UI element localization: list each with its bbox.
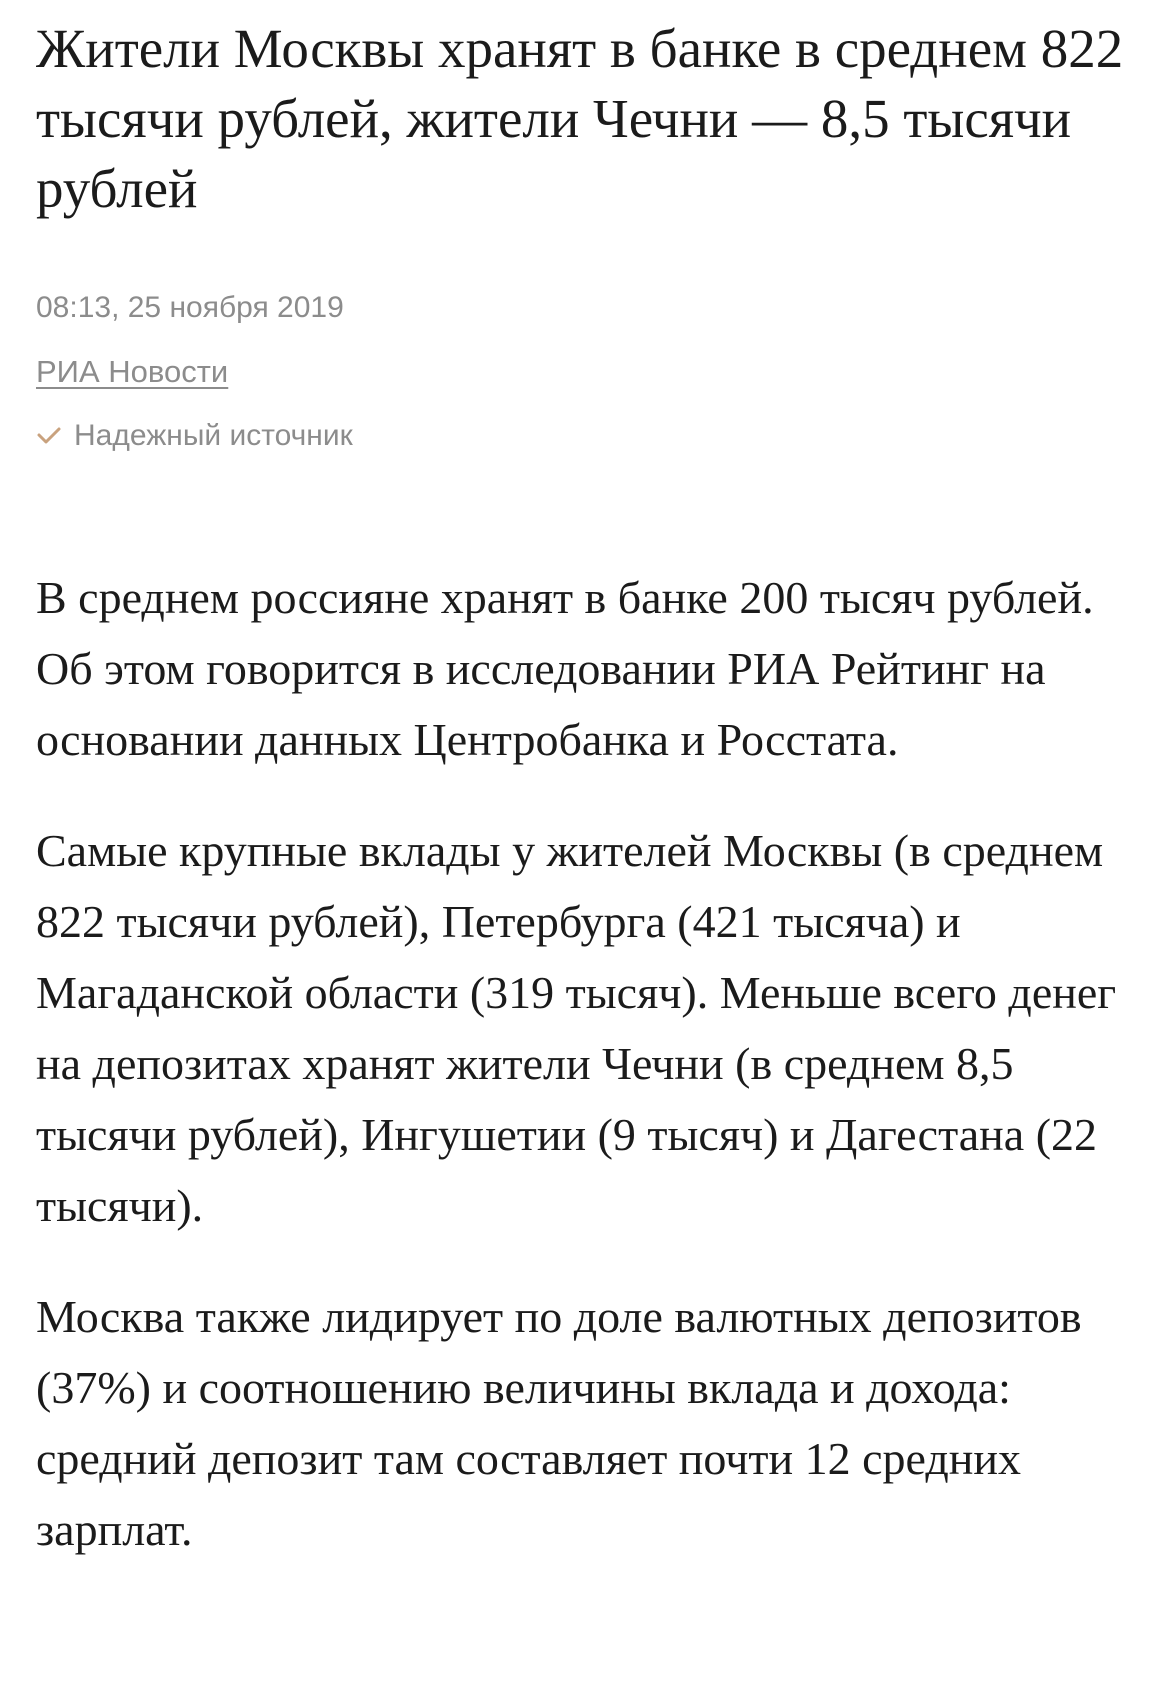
paragraph: Самые крупные вклады у жителей Москвы (в среднем 822 тысячи рублей), Петербурга (421 тысяча) и Магаданской области (319 тысяч). Меньше всего денег на депозитах хранят жители Чечни (в среднем 8,5 тысячи рублей), Ингушетии (9 тысяч) и Дагестана (22 тысячи). [36,825,1117,1231]
source-link[interactable]: РИА Новости [36,354,229,389]
trusted-source-label: Надежный источник [74,419,353,452]
article-title: Жители Москвы хранят в банке в среднем 822 тысячи рублей, жители Чечни — 8,5 тысячи рублей [36,18,1124,219]
article [36,14,1146,1605]
trusted-source-badge [36,418,1146,454]
article-body [36,562,1146,1565]
paragraph: Москва также лидирует по доле валютных депозитов (37%) и соотношению величины вклада и дохода: средний депозит там составляет почти 12 средних зарплат. [36,1291,1082,1555]
check-icon [36,426,62,446]
paragraph: В среднем россияне хранят в банке 200 тысяч рублей. Об этом говорится в исследовании РИА Рейтинг на основании данных Центробанка и Росстата. [36,572,1094,765]
publish-time: 08:13, 25 ноября 2019 [36,291,344,324]
